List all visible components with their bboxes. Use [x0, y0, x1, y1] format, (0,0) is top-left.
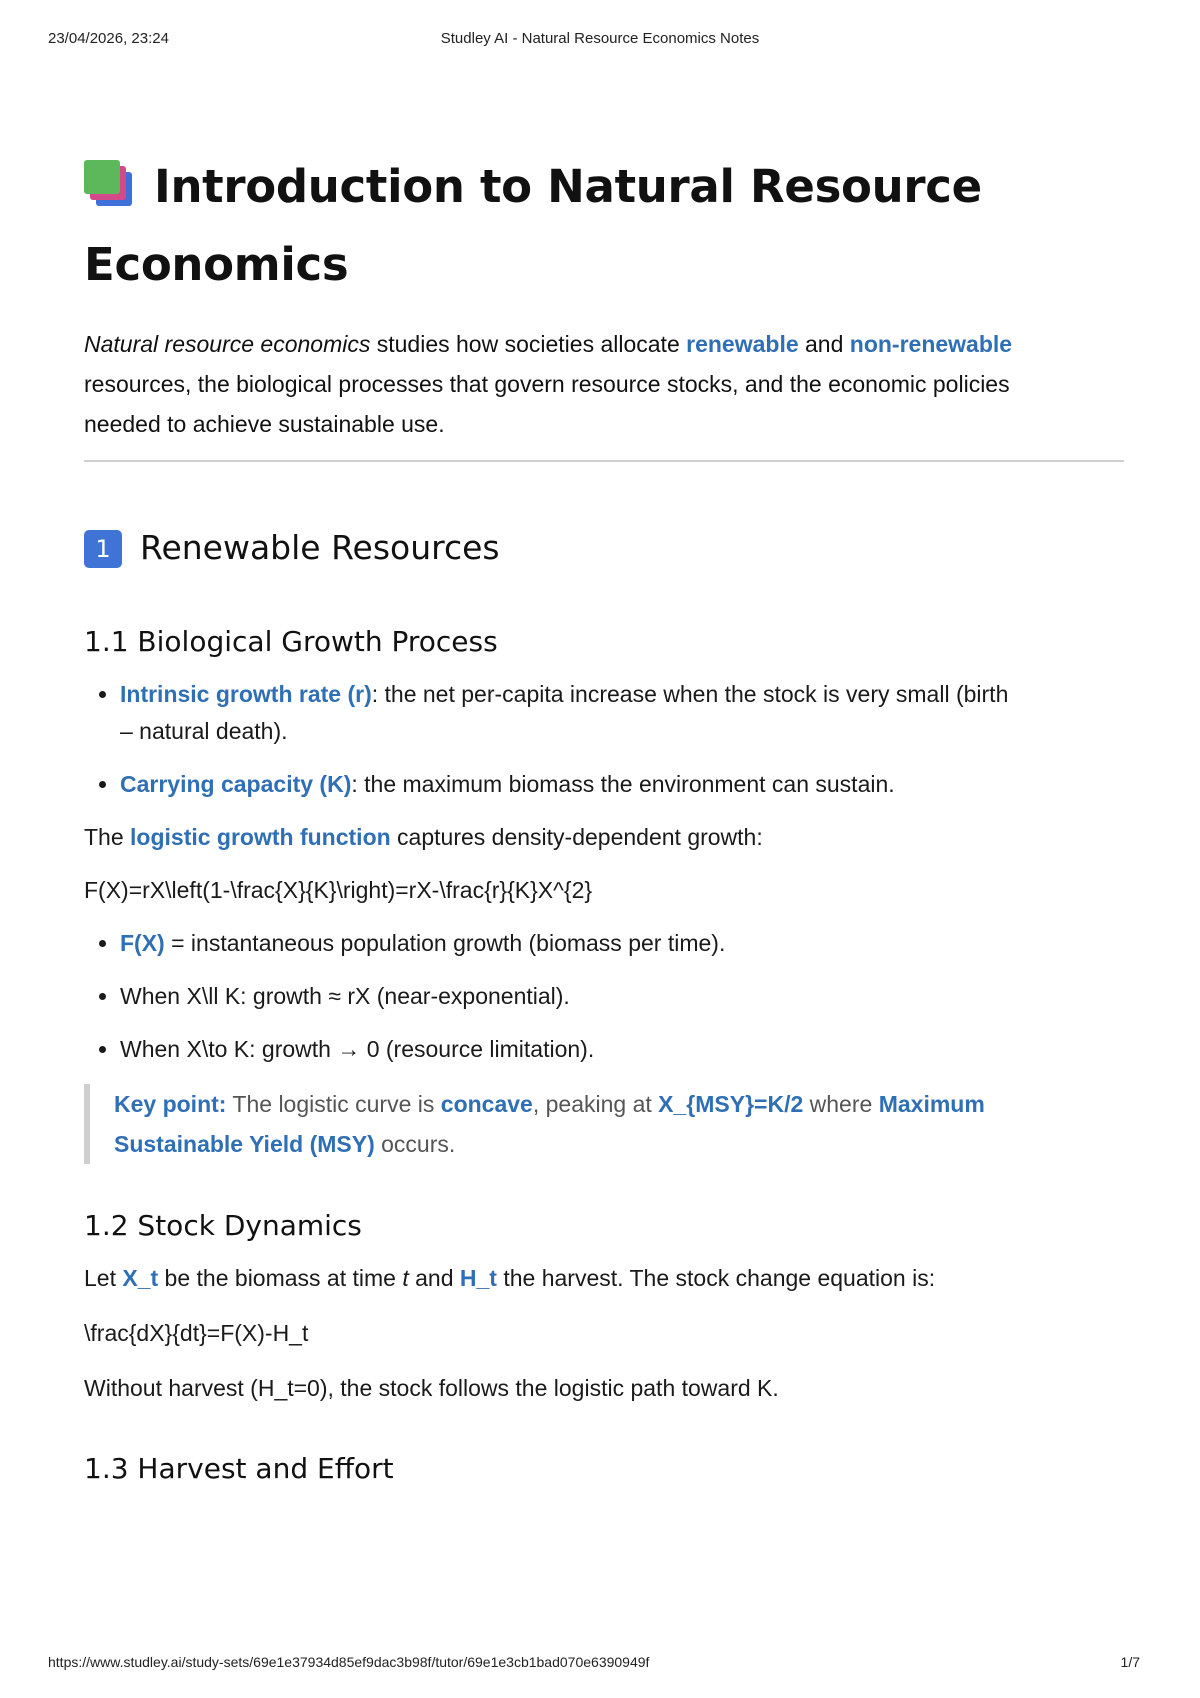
term-ht: H_t: [459, 1265, 497, 1291]
list-item: • When X\to K: growth → 0 (resource limitation).: [120, 1031, 1020, 1068]
subsection-heading-harvest: 1.3 Harvest and Effort: [84, 1452, 394, 1485]
key-point-label: Key point:: [114, 1091, 227, 1117]
list-item: • When X\ll K: growth ≈ rX (near-exponential).: [120, 978, 1020, 1015]
stock-paragraph: Let X_t be the biomass at time t and H_t the harvest. The stock change equation is:: [84, 1265, 936, 1291]
term-fx: F(X): [120, 930, 165, 956]
intro-emphasis: Natural resource economics: [84, 331, 371, 357]
logistic-paragraph: The logistic growth function captures density-dependent growth:: [84, 824, 763, 850]
growth-notes-list: [84, 925, 1124, 1068]
document-title-line1: Introduction to Natural Resource: [154, 160, 982, 213]
term-carrying-capacity: Carrying capacity (K): [120, 771, 352, 797]
print-page-title: Studley AI - Natural Resource Economics Notes: [440, 30, 760, 47]
divider: [84, 460, 1124, 462]
term-non-renewable: non-renewable: [849, 331, 1013, 357]
print-datetime: 23/04/2026, 23:24: [48, 30, 169, 47]
term-xmsy: X_{MSY}=K/2: [658, 1091, 804, 1117]
term-renewable: renewable: [686, 331, 799, 357]
print-header: [48, 30, 1152, 50]
subsection-heading-stock-dynamics: 1.2 Stock Dynamics: [84, 1209, 362, 1242]
key-point-callout: Key point: The logistic curve is concave, peaking at X_{MSY}=K/2 where Maximum Sustainable Yield (MSY) occurs.: [84, 1084, 1014, 1164]
growth-definitions-list: [84, 676, 1124, 803]
term-intrinsic-growth-rate: Intrinsic growth rate (r): [120, 681, 372, 707]
list-item: • F(X) = instantaneous population growth (biomass per time).: [120, 925, 1020, 962]
subsection-heading-growth: 1.1 Biological Growth Process: [84, 625, 498, 658]
term-msy: Maximum Sustainable Yield (MSY): [114, 1091, 985, 1157]
print-url: https://www.studley.ai/study-sets/69e1e37934d85ef9dac3b98f/tutor/69e1e3cb1bad070e6390949f: [48, 1654, 650, 1670]
term-logistic-growth: logistic growth function: [130, 824, 391, 850]
section-heading-renewable: [84, 524, 1124, 572]
logistic-formula: F(X)=rX\left(1-\frac{X}{K}\right)=rX-\frac{r}{K}X^{2}: [84, 877, 593, 903]
term-xt: X_t: [122, 1265, 159, 1291]
document-title: [84, 148, 1124, 304]
section-number-badge: 1: [84, 530, 122, 568]
list-item: • Carrying capacity (K): the maximum biomass the environment can sustain.: [120, 766, 1020, 803]
print-page-number: 1/7: [1120, 1654, 1140, 1670]
stock-formula: \frac{dX}{dt}=F(X)-H_t: [84, 1320, 309, 1346]
document-content: [84, 148, 1124, 1491]
intro-paragraph: Natural resource economics studies how societies allocate renewable and non-renewable resources, the biological processes that govern resource stocks, and the economic policies needed to achieve sustainable use.: [84, 331, 1013, 437]
list-item: • Intrinsic growth rate (r): the net per-capita increase when the stock is very small (birth – natural death).: [120, 676, 1020, 750]
print-footer: [48, 1654, 1152, 1674]
section-title: Renewable Resources: [140, 528, 500, 567]
document-title-line2: Economics: [84, 238, 349, 291]
books-icon: [84, 160, 134, 206]
no-harvest-paragraph: Without harvest (H_t=0), the stock follows the logistic path toward K.: [84, 1375, 779, 1401]
term-concave: concave: [440, 1091, 533, 1117]
